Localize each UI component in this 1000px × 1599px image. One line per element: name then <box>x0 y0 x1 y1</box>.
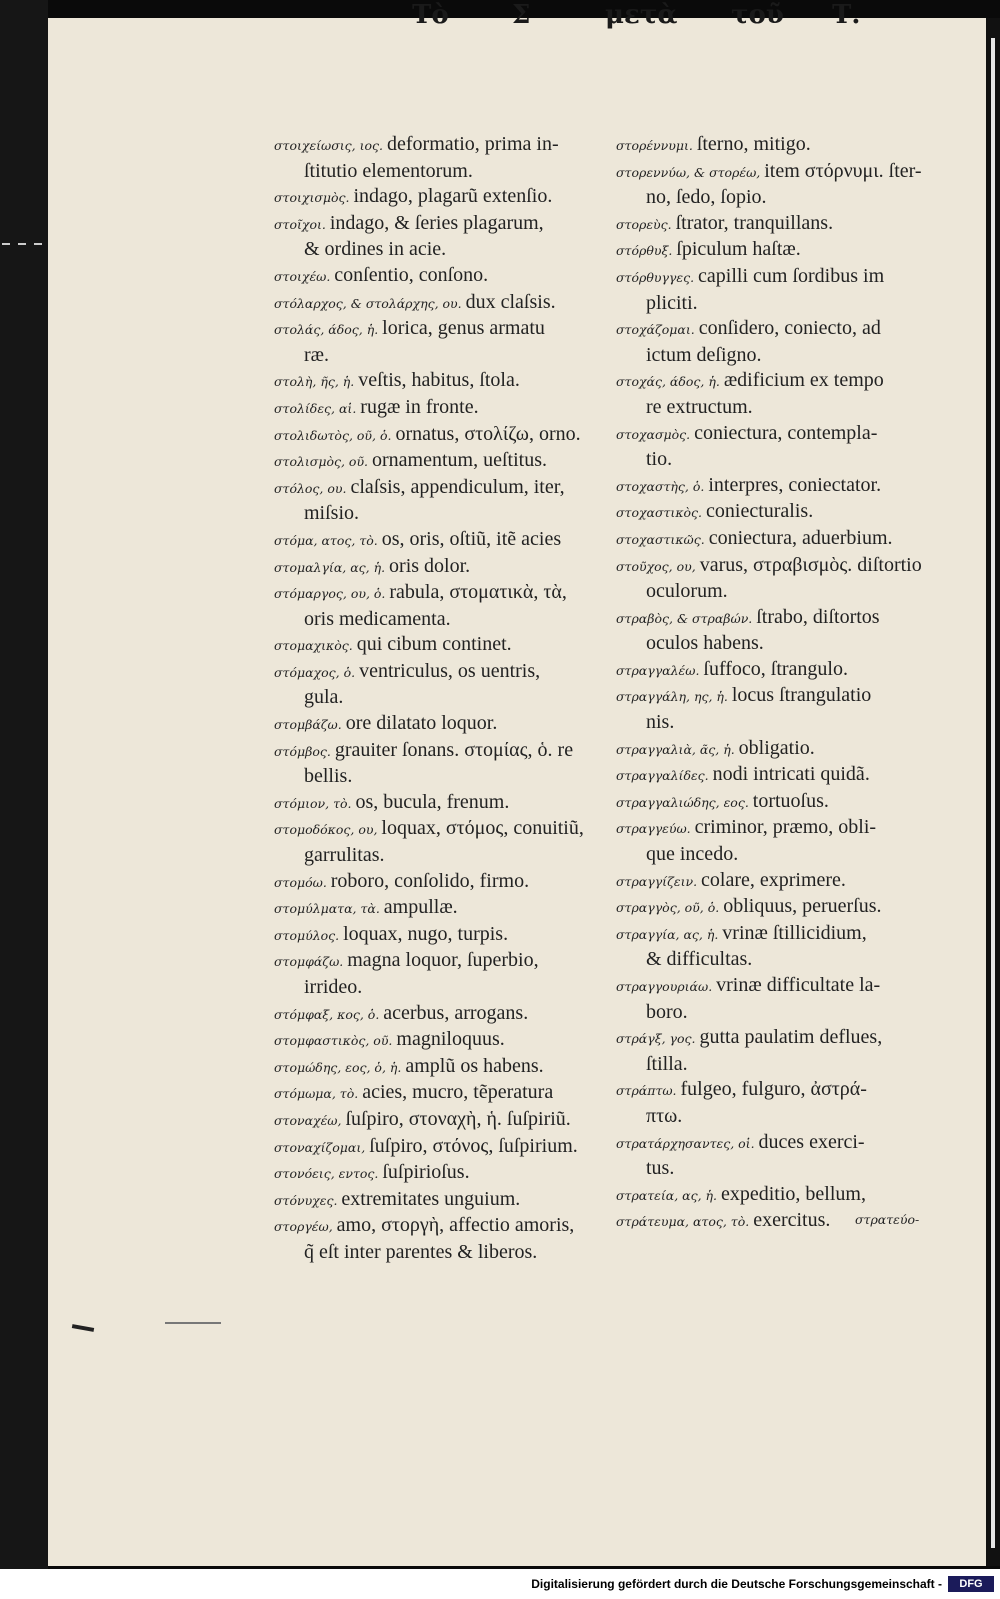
gloss-continuation: miſsio. <box>304 502 360 525</box>
latin-gloss: magniloquus. <box>396 1028 505 1051</box>
latin-gloss: interpres, coniectator. <box>708 473 882 496</box>
latin-gloss: ædificium ex tempo <box>723 369 884 392</box>
latin-gloss: gutta paulatim deflues, <box>699 1026 883 1049</box>
dictionary-entry <box>274 1054 614 1081</box>
dictionary-entry <box>274 1027 614 1054</box>
dictionary-entry <box>274 184 614 211</box>
greek-headword: στραγγὸς, οῦ, ὁ. <box>616 900 724 916</box>
ink-stroke <box>165 1322 221 1324</box>
latin-gloss: loquax, nugo, turpis. <box>343 922 509 945</box>
dictionary-entry <box>274 895 614 922</box>
greek-headword: στόμωμα, τὸ. <box>274 1086 363 1102</box>
greek-headword: στοχασμὸς. <box>616 426 695 442</box>
latin-gloss: loquax, στόμος, conuitiũ, <box>381 817 584 840</box>
latin-gloss: rugæ in fronte. <box>360 395 479 418</box>
greek-headword: στράπτω. <box>616 1083 681 1099</box>
dictionary-entry <box>274 1213 614 1265</box>
dictionary-entry <box>274 580 614 632</box>
gloss-continuation: garrulitas. <box>304 844 385 867</box>
dictionary-entry <box>616 132 968 159</box>
dictionary-entry <box>616 473 968 500</box>
latin-gloss: claſsis, appendiculum, iter, <box>350 475 565 498</box>
dictionary-entry <box>274 132 614 184</box>
gloss-continuation: ſtitutio elementorum. <box>304 159 473 182</box>
dictionary-entry <box>616 1077 968 1129</box>
greek-headword: στόμαργος, ου, ὁ. <box>274 586 390 602</box>
dictionary-entry <box>274 1001 614 1028</box>
greek-headword: στραβὸς, & στραβών. <box>616 610 757 626</box>
dictionary-entry <box>274 395 614 422</box>
greek-headword: στομοδόκος, ου, <box>274 822 382 838</box>
dictionary-entry <box>616 1025 968 1077</box>
dictionary-entry <box>274 1187 614 1214</box>
greek-headword: στολιδωτὸς, οῦ, ὁ. <box>274 427 396 443</box>
greek-headword: στραγγίζειν. <box>616 873 702 889</box>
greek-headword: στοῖχοι. <box>274 216 330 232</box>
latin-gloss: grauiter ſonans. στομίας, ὁ. re <box>334 738 574 761</box>
dfg-logo: DFG <box>948 1576 994 1592</box>
greek-headword: στραγγουριάω. <box>616 979 717 994</box>
left-column <box>274 132 614 1266</box>
dictionary-entry <box>616 894 968 921</box>
latin-gloss: lorica, genus armatu <box>382 317 545 340</box>
greek-headword: στοιχείωσις, ιος. <box>274 138 388 153</box>
dictionary-entry <box>274 948 614 1000</box>
greek-headword: στράγξ, γος. <box>616 1031 700 1047</box>
latin-gloss: ſuffoco, ſtrangulo. <box>703 657 848 680</box>
margin-tick <box>34 243 42 245</box>
gloss-continuation: ictum deſigno. <box>646 343 762 366</box>
dictionary-entry <box>274 554 614 581</box>
latin-gloss: amo, στοργὴ, affectio amoris, <box>336 1214 575 1237</box>
dictionary-entry <box>616 553 968 605</box>
latin-gloss: ſuſpiro, στόνος, ſuſpirium. <box>369 1134 578 1157</box>
greek-headword: στοχάζομαι. <box>616 322 699 338</box>
greek-headword: στοῦχος, ου, <box>616 558 700 574</box>
dictionary-entry <box>616 921 968 973</box>
latin-gloss: locus ſtrangulatio <box>731 684 872 707</box>
left-margin-strip <box>0 0 48 1599</box>
greek-headword: στορεννύω, & στορέω, <box>616 164 765 180</box>
greek-headword: στρατεία, ας, ἡ. <box>616 1187 721 1203</box>
latin-gloss: ſterno, mitigo. <box>696 133 811 155</box>
latin-gloss: item στόρνυμι. ſter- <box>764 159 922 182</box>
latin-gloss: ſuſpirioſus. <box>382 1161 470 1184</box>
greek-headword: στράτευμα, ατος, τὸ. <box>616 1214 754 1230</box>
latin-gloss: colare, exprimere. <box>701 868 846 891</box>
gloss-continuation: oculorum. <box>646 580 728 603</box>
greek-headword: στορεὺς. <box>616 216 676 232</box>
dictionary-entry <box>274 922 614 949</box>
greek-headword: στοναχέω, <box>274 1112 346 1128</box>
greek-headword: στομφαστικὸς, οῦ. <box>274 1033 397 1049</box>
latin-gloss: amplũ os habens. <box>405 1054 544 1077</box>
latin-gloss: deformatio, prima in- <box>387 133 559 155</box>
greek-headword: στοιχισμὸς. <box>274 190 354 206</box>
greek-headword: στομαλγία, ας, ἡ. <box>274 559 390 575</box>
latin-gloss: coniectura, contempla- <box>694 421 878 444</box>
gloss-continuation: ræ. <box>304 343 329 366</box>
latin-gloss: ventriculus, os uentris, <box>359 659 541 682</box>
greek-headword: στομύλματα, τὰ. <box>274 901 384 917</box>
latin-gloss: ſtrabo, diſtortos <box>756 605 880 628</box>
greek-headword: στόλαρχος, & στολάρχης, ου. <box>274 295 466 311</box>
gloss-continuation: irrideo. <box>304 976 363 998</box>
greek-headword: στραγγεύω. <box>616 821 695 837</box>
gloss-continuation: tus. <box>646 1157 675 1180</box>
latin-gloss: ſtrator, tranquillans. <box>675 211 834 234</box>
dictionary-entry <box>616 657 968 684</box>
latin-gloss: conſentio, conſono. <box>334 263 489 286</box>
latin-gloss: vrinæ ſtillicidium, <box>722 921 867 944</box>
gloss-continuation: oculos habens. <box>646 632 764 655</box>
running-head-word: τοῦ <box>731 0 784 30</box>
greek-headword: στόμβος. <box>274 743 335 759</box>
greek-headword: στοχαστὴς, ὁ. <box>616 478 709 494</box>
running-head-word: μετὰ <box>605 0 678 30</box>
latin-gloss: acies, mucro, tẽperatura <box>362 1081 554 1104</box>
gloss-continuation: gula. <box>304 686 344 709</box>
latin-gloss: varus, στραβισμὸς. diſtortio <box>699 553 922 576</box>
dictionary-entry <box>616 237 968 264</box>
footer-text: Digitalisierung gefördert durch die Deutsche Forschungsgemeinschaft - <box>531 1577 942 1591</box>
gloss-continuation: que incedo. <box>646 843 739 866</box>
latin-gloss: ſuſpiro, στοναχὴ, ἡ. ſuſpiriũ. <box>345 1107 571 1130</box>
latin-gloss: ſpiculum haſtæ. <box>676 238 801 261</box>
latin-gloss: indago, plagarũ extenſio. <box>353 185 553 208</box>
footer-bar <box>0 1569 1000 1599</box>
latin-gloss: qui cibum continet. <box>356 633 512 656</box>
latin-gloss: criminor, præmo, obli- <box>694 816 877 839</box>
gloss-continuation: ſtilla. <box>646 1052 688 1075</box>
dictionary-entry <box>616 211 968 238</box>
dictionary-entry <box>616 368 968 420</box>
greek-headword: στολισμὸς, οῦ. <box>274 454 372 470</box>
greek-headword: στομόω. <box>274 874 331 890</box>
dictionary-entry <box>274 368 614 395</box>
margin-tick <box>18 243 26 245</box>
greek-headword: στραγγαλέω. <box>616 662 704 678</box>
gloss-continuation: & difficultas. <box>646 948 753 971</box>
right-column <box>616 132 968 1235</box>
latin-gloss: capilli cum ſordibus im <box>698 264 885 287</box>
latin-gloss: vrinæ difficultate la- <box>716 974 881 996</box>
gloss-continuation: boro. <box>646 1000 688 1023</box>
greek-headword: στοργέω, <box>274 1219 337 1235</box>
gloss-continuation: re extructum. <box>646 395 753 418</box>
latin-gloss: indago, & ſeries plagarum, <box>329 211 544 234</box>
dictionary-entry <box>616 1182 968 1209</box>
greek-headword: στορέννυμι. <box>616 138 697 153</box>
latin-gloss: obliquus, peruerſus. <box>723 895 882 918</box>
dictionary-entry <box>274 632 614 659</box>
dictionary-entry <box>274 263 614 290</box>
greek-headword: στομαχικὸς. <box>274 638 357 654</box>
dictionary-entry <box>274 448 614 475</box>
dictionary-entry <box>274 738 614 790</box>
greek-headword: στολάς, άδος, ἡ. <box>274 322 383 338</box>
dictionary-entry <box>616 421 968 473</box>
dictionary-entry <box>274 1134 614 1161</box>
dictionary-entry <box>274 211 614 263</box>
latin-gloss: obligatio. <box>738 736 815 759</box>
latin-gloss: dux claſsis. <box>465 290 556 313</box>
gloss-continuation: oris medicamenta. <box>304 607 451 630</box>
dictionary-entry <box>616 159 968 211</box>
greek-headword: στόμαχος, ὁ. <box>274 664 360 680</box>
dictionary-entry <box>616 526 968 553</box>
dictionary-entry <box>616 815 968 867</box>
dictionary-entry <box>616 683 968 735</box>
greek-headword: στόρθυγγες. <box>616 269 699 285</box>
greek-headword: στόμιον, τὸ. <box>274 795 356 811</box>
greek-headword: στραγγάλη, ης, ἡ. <box>616 689 732 705</box>
dictionary-entry <box>274 1160 614 1187</box>
greek-headword: στοχαστικῶς. <box>616 531 709 547</box>
latin-gloss: veſtis, habitus, ſtola. <box>358 369 520 392</box>
latin-gloss: fulgeo, fulguro, ἀστρά- <box>680 1078 867 1101</box>
gloss-continuation: nis. <box>646 711 675 734</box>
latin-gloss: expeditio, bellum, <box>720 1182 866 1205</box>
gloss-continuation: bellis. <box>304 765 353 788</box>
latin-gloss: tortuoſus. <box>752 789 829 812</box>
dictionary-entry <box>274 527 614 554</box>
dictionary-entry <box>616 264 968 316</box>
dictionary-entry <box>274 711 614 738</box>
greek-headword: στοχαστικὸς. <box>616 505 707 521</box>
dictionary-entry <box>616 789 968 816</box>
dictionary-entry <box>616 973 968 1025</box>
latin-gloss: acerbus, arrogans. <box>383 1001 529 1024</box>
dictionary-entry <box>616 868 968 895</box>
gloss-continuation: pliciti. <box>646 291 698 314</box>
greek-headword: στολὴ, ῆς, ἡ. <box>274 374 359 390</box>
dictionary-entry <box>274 1080 614 1107</box>
dictionary-entry <box>616 499 968 526</box>
latin-gloss: ampullæ. <box>383 896 458 919</box>
running-head-word: Τ. <box>832 0 861 30</box>
latin-gloss: duces exerci- <box>758 1130 865 1153</box>
right-edge-strip <box>986 18 1000 1566</box>
greek-headword: στραγγαλιὰ, ᾶς, ἡ. <box>616 741 739 757</box>
greek-headword: στραγγαλιώδης, εος. <box>616 794 753 810</box>
latin-gloss: os, oris, oſtiũ, itẽ acies <box>381 527 562 550</box>
latin-gloss: extremitates unguium. <box>341 1187 521 1210</box>
dictionary-entry <box>616 762 968 789</box>
greek-headword: στοιχέω. <box>274 268 335 284</box>
dictionary-entry <box>274 1107 614 1134</box>
latin-gloss: os, bucula, frenum. <box>355 790 510 813</box>
greek-headword: στραγγία, ας, ἡ. <box>616 926 723 942</box>
greek-headword: στόμφαξ, κος, ὁ. <box>274 1006 384 1022</box>
dictionary-entry <box>274 422 614 449</box>
greek-headword: στομώδης, εος, ὁ, ἡ. <box>274 1059 406 1075</box>
latin-gloss: exercitus. <box>753 1209 831 1232</box>
latin-gloss: rabula, στοματικὰ, τὰ, <box>389 581 567 604</box>
running-head-word: Σ <box>512 0 531 30</box>
gloss-continuation: no, ſedo, ſopio. <box>646 186 767 209</box>
dictionary-entry <box>274 316 614 368</box>
greek-headword: στόνυχες. <box>274 1192 342 1208</box>
greek-headword: στομφάζω. <box>274 954 348 970</box>
dictionary-entry <box>616 736 968 763</box>
gloss-continuation: tio. <box>646 448 673 471</box>
greek-headword: στρατάρχησαντες, οἱ. <box>616 1135 759 1151</box>
gloss-continuation: q̃ eſt inter parentes & liberos. <box>304 1240 538 1263</box>
latin-gloss: roboro, conſolido, firmo. <box>330 869 530 892</box>
greek-headword: στοναχίζομαι, <box>274 1139 370 1155</box>
greek-headword: στόρθυξ. <box>616 243 677 259</box>
catchword: στρατεύο- <box>855 1212 920 1227</box>
latin-gloss: nodi intricati quidã. <box>712 763 870 786</box>
latin-gloss: coniecturalis. <box>706 500 814 523</box>
margin-tick <box>2 243 10 245</box>
dictionary-entry <box>274 475 614 527</box>
latin-gloss: ornamentum, ueſtitus. <box>372 449 547 472</box>
latin-gloss: oris dolor. <box>389 554 471 577</box>
latin-gloss: ornatus, στολίζω, orno. <box>395 422 581 445</box>
dictionary-entry <box>616 1130 968 1182</box>
gloss-continuation: & ordines in acie. <box>304 238 447 261</box>
greek-headword: στοχάς, άδος, ἡ. <box>616 374 724 390</box>
dictionary-entry <box>274 869 614 896</box>
dictionary-entry <box>274 290 614 317</box>
running-head-word: Τὸ <box>412 0 449 30</box>
dictionary-entry <box>274 790 614 817</box>
dictionary-entry <box>274 659 614 711</box>
latin-gloss: coniectura, aduerbium. <box>708 526 893 549</box>
latin-gloss: magna loquor, ſuperbio, <box>347 949 539 972</box>
greek-headword: στονόεις, εντος. <box>274 1166 383 1182</box>
greek-headword: στραγγαλίδες. <box>616 768 713 784</box>
greek-headword: στομβάζω. <box>274 717 346 733</box>
dictionary-entry <box>274 816 614 868</box>
greek-headword: στόμα, ατος, τὸ. <box>274 532 382 548</box>
dictionary-entry <box>616 316 968 368</box>
gloss-continuation: πτω. <box>646 1104 683 1127</box>
latin-gloss: ore dilatato loquor. <box>345 712 498 735</box>
dictionary-entry <box>616 605 968 657</box>
greek-headword: στολίδες, αἱ. <box>274 400 361 416</box>
greek-headword: στόλος, ου. <box>274 480 351 496</box>
greek-headword: στομύλος. <box>274 927 344 943</box>
latin-gloss: conſidero, coniecto, ad <box>698 317 881 340</box>
